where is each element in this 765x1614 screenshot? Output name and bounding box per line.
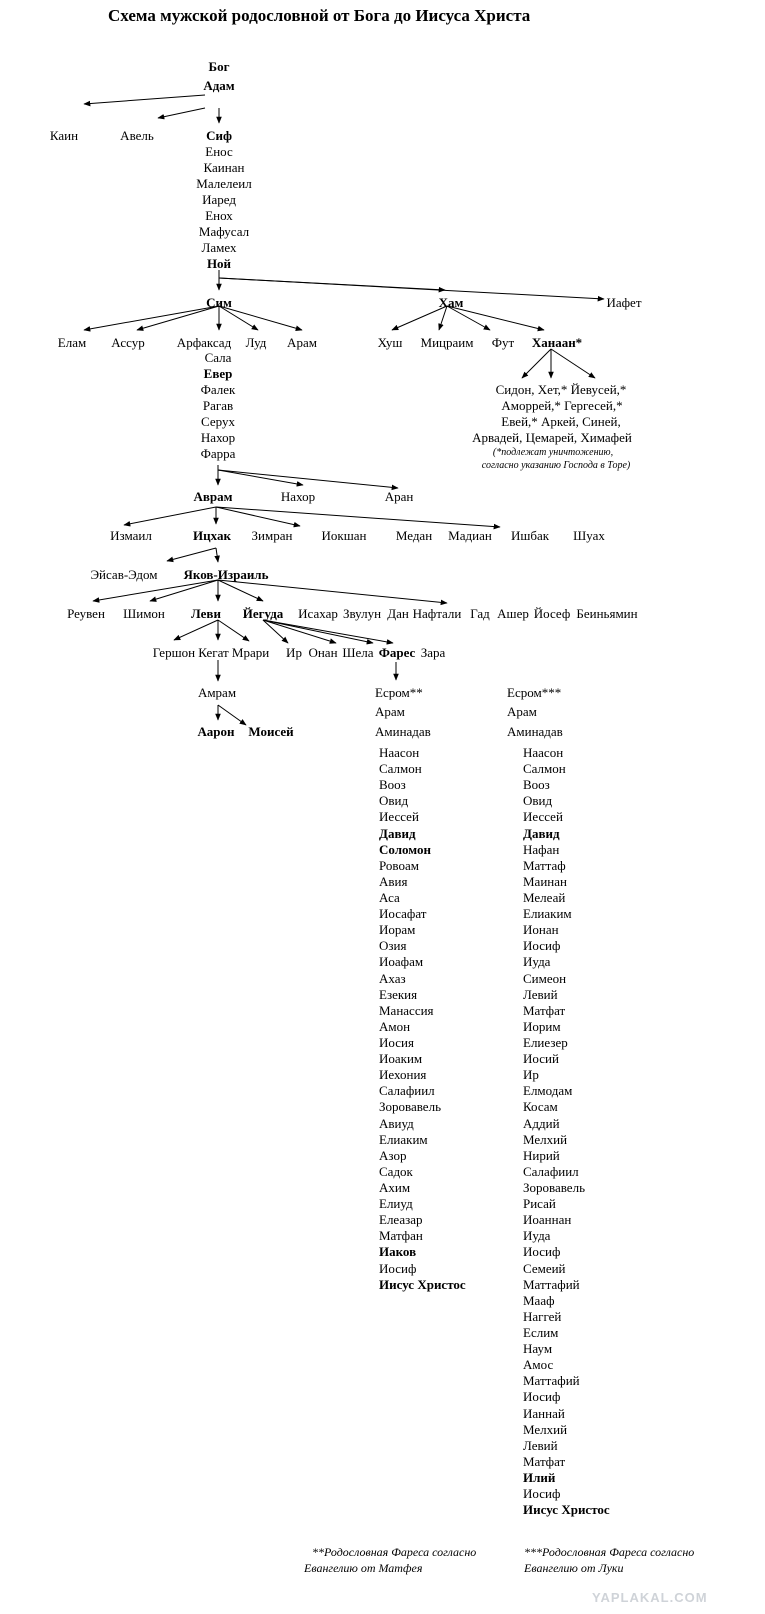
node-enoch: Енох [205, 208, 233, 223]
node-noah: Ной [206, 256, 232, 271]
matthew-lineage-name: Ахим [379, 1179, 411, 1195]
node-canaan: Ханаан* [531, 335, 583, 350]
node-seth: Сиф [206, 128, 232, 143]
node-shuah: Шуах [573, 528, 605, 543]
node-mahalalel: Малелеил [196, 176, 252, 191]
luke-lineage-name: Иуда [523, 1228, 551, 1244]
node-levi: Леви [191, 606, 221, 621]
luke-lineage-name: Семеий [523, 1260, 566, 1276]
luke-lineage-name: Илий [523, 1469, 556, 1485]
lineage-arrow [263, 620, 373, 643]
matthew-lineage-name: Давид [379, 825, 416, 841]
canaan-note-line-2: согласно указанию Господа в Торе) [481, 460, 631, 471]
node-zerah: Зара [420, 645, 446, 660]
node-dan: Дан [387, 606, 409, 621]
node-haran: Аран [384, 489, 414, 504]
matthew-lineage-name: Озия [379, 938, 407, 954]
luke-lineage-name: Елиезер [523, 1034, 568, 1050]
node-zimran: Зимран [251, 528, 293, 543]
matthew-lineage-name: Авия [379, 873, 408, 889]
lineage-arrow [174, 620, 218, 640]
luke-lineage-name: Левий [523, 986, 558, 1002]
node-reu: Рагав [202, 398, 234, 413]
luke-lineage-name: Нафан [523, 841, 560, 857]
lineage-arrow [84, 306, 219, 330]
node-jacob: Яков-Израиль [183, 567, 269, 582]
matthew-lineage-name: Иехония [379, 1067, 427, 1083]
luke-lineage-name: Иосиф [523, 938, 561, 954]
node-kenan: Каинан [203, 160, 245, 175]
lineage-arrow [124, 507, 216, 525]
matthew-lineage-name: Авиуд [379, 1115, 414, 1131]
node-midian: Мадиан [448, 528, 492, 543]
lineage-arrow [216, 548, 218, 562]
diagram-title: Схема мужской родословной от Бога до Иисуса Христа [108, 6, 531, 25]
node-eber: Евер [203, 366, 233, 381]
lineage-arrow [218, 705, 246, 725]
matthew-lineage-name: Елеазар [379, 1212, 423, 1228]
node-abel: Авель [120, 128, 154, 143]
lineage-arrow [218, 620, 249, 641]
node-reuben: Реувен [67, 606, 105, 621]
node-ham: Хам [438, 295, 464, 310]
matthew-lineage-name: Арам [375, 704, 405, 719]
node-enos: Енос [205, 144, 233, 159]
luke-lineage-name: Мелеай [523, 889, 566, 905]
luke-lineage-name: Маттаф [523, 857, 566, 873]
matthew-lineage-name: Аса [379, 889, 400, 905]
node-moses: Моисей [248, 724, 294, 739]
footnote-luke-line-2: Евангелию от Луки [524, 1561, 624, 1575]
luke-lineage-name: Косам [523, 1099, 558, 1115]
matthew-lineage-name: Амон [379, 1018, 411, 1034]
luke-lineage-name: Мелхий [523, 1421, 568, 1437]
lineage-arrow [218, 580, 263, 601]
node-elam: Елам [57, 335, 87, 350]
node-japheth: Иафет [606, 295, 642, 310]
luke-lineage-name: Наггей [523, 1308, 562, 1324]
luke-lineage-name: Левий [523, 1437, 558, 1453]
luke-lineage-name: Еслим [523, 1324, 559, 1340]
matthew-lineage-name: Ровоам [379, 857, 419, 873]
luke-lineage-name: Матфат [523, 1002, 566, 1018]
luke-lineage-name: Арам [507, 704, 537, 719]
luke-lineage-name: Амос [523, 1357, 554, 1373]
node-arpachshad: Арфаксад [176, 335, 232, 350]
canaan-descendants-line-3: Евей,* Аркей, Синей, [501, 414, 621, 429]
node-nahor-elder: Нахор [200, 430, 236, 445]
node-amram: Амрам [197, 685, 237, 700]
luke-lineage-name: Салафиил [523, 1163, 579, 1179]
luke-lineage-name: Иосий [523, 1051, 559, 1067]
luke-lineage-name: Симеон [523, 970, 567, 986]
footnote-luke-line-1: ***Родословная Фареса согласно [524, 1545, 695, 1559]
node-joseph: Йосеф [533, 606, 571, 621]
matthew-lineage-name: Овид [379, 793, 409, 809]
node-benjamin: Беиньямин [576, 606, 638, 621]
luke-lineage-name: Аддий [523, 1115, 560, 1131]
node-asshur: Ассур [111, 335, 145, 350]
lineage-arrow [551, 349, 595, 378]
footnote-matthew-line-2: Евангелию от Матфея [304, 1561, 423, 1575]
node-ishbak: Ишбак [510, 528, 550, 543]
node-perez: Фарес [378, 645, 416, 660]
node-mizraim: Мицраим [420, 335, 474, 350]
lineage-arrow [150, 580, 218, 601]
luke-lineage-name: Наасон [523, 745, 564, 760]
node-lud: Луд [245, 335, 267, 350]
node-shelah: Сала [204, 350, 232, 365]
node-cain: Каин [49, 128, 79, 143]
luke-lineage-name: Мааф [523, 1292, 555, 1308]
node-aaron: Аарон [197, 724, 235, 739]
lineage-arrow [219, 278, 604, 299]
luke-lineage-name: Иосиф [523, 1389, 561, 1405]
lineage-arrow [167, 548, 216, 561]
luke-lineage-name: Мелхий [523, 1131, 568, 1147]
watermark: YAPLAKAL.COM [592, 1590, 708, 1605]
canaan-note-line-1: (*подлежат уничтожению, [492, 447, 614, 458]
lineage-arrow [218, 470, 398, 488]
luke-lineage-name: Аминадав [507, 724, 563, 739]
lineage-arrow [522, 349, 551, 378]
node-zebulun: Звулун [342, 606, 382, 621]
matthew-lineage-name: Азор [379, 1147, 407, 1163]
luke-lineage-name: Есром*** [507, 685, 562, 700]
matthew-lineage-name: Ахаз [379, 970, 406, 986]
lineage-arrow [263, 620, 336, 643]
node-simeon: Шимон [123, 606, 165, 621]
node-cush: Хуш [377, 335, 403, 350]
luke-lineage-name: Иосиф [523, 1244, 561, 1260]
node-shelah-judah: Шела [342, 645, 374, 660]
luke-lineage-name: Салмон [523, 761, 566, 777]
luke-lineage-name: Иосиф [523, 1486, 561, 1502]
luke-lineage-name: Иуда [523, 954, 551, 970]
luke-lineage-name: Нирий [523, 1147, 560, 1163]
luke-lineage-name: Наум [523, 1341, 553, 1357]
node-onan: Онан [308, 645, 338, 660]
node-er: Ир [286, 645, 302, 660]
node-judah: Йегуда [242, 606, 284, 621]
luke-lineage-name: Ир [523, 1067, 539, 1083]
node-jared: Иаред [202, 192, 236, 207]
canaan-descendants-line-2: Аморрей,* Гергесей,* [501, 398, 623, 413]
node-nahor: Нахор [280, 489, 316, 504]
node-gad: Гад [470, 606, 490, 621]
matthew-lineage-name: Иоаким [379, 1051, 423, 1067]
luke-lineage-name: Елмодам [523, 1083, 573, 1099]
footnote-matthew-line-1: **Родословная Фареса согласно [312, 1545, 477, 1559]
matthew-lineage-name: Иаков [379, 1244, 417, 1260]
node-issachar: Исахар [298, 606, 338, 621]
luke-lineage-name: Маинан [523, 873, 567, 889]
node-adam: Адам [203, 78, 235, 93]
matthew-lineage-name: Салмон [379, 761, 422, 777]
luke-lineage-name: Матфат [523, 1453, 566, 1469]
luke-lineage-name: Ианнай [523, 1405, 565, 1421]
canaan-descendants-line-4: Арвадей, Цемарей, Химафей [472, 430, 632, 445]
luke-lineage-name: Иоаннан [523, 1212, 572, 1228]
matthew-lineage-name: Иосиф [379, 1260, 417, 1276]
matthew-lineage-name: Зоровавель [379, 1099, 441, 1115]
matthew-lineage-name: Вооз [379, 777, 406, 793]
node-abram: Аврам [193, 489, 233, 504]
luke-lineage-name: Вооз [523, 777, 550, 793]
luke-lineage-name: Овид [523, 793, 553, 809]
matthew-lineage-name: Езекия [379, 986, 418, 1002]
matthew-lineage-name: Салафиил [379, 1083, 435, 1099]
matthew-lineage-name: Аминадав [375, 724, 431, 739]
matthew-lineage-name: Елиаким [379, 1131, 428, 1147]
luke-lineage-name: Рисай [523, 1196, 556, 1212]
canaan-descendants-line-1: Сидон, Хет,* Йевусей,* [495, 382, 627, 397]
node-ishmael: Измаил [110, 528, 152, 543]
matthew-lineage-name: Иосафат [379, 906, 427, 922]
matthew-lineage-name: Иорам [379, 922, 416, 938]
lineage-arrow [84, 95, 205, 104]
lineage-arrow [218, 580, 447, 603]
lineage-arrow [93, 580, 218, 601]
matthew-lineage-name: Иессей [379, 809, 419, 825]
luke-lineage-name: Елиаким [523, 906, 572, 922]
luke-lineage-name: Маттафий [523, 1373, 580, 1389]
matthew-lineage-name: Иисус Христос [379, 1276, 466, 1292]
luke-lineage-name: Зоровавель [523, 1179, 585, 1195]
matthew-lineage-name: Манассия [379, 1002, 434, 1018]
matthew-lineage-name: Есром** [375, 685, 423, 700]
node-medan: Медан [395, 528, 433, 543]
matthew-lineage-name: Матфан [379, 1228, 423, 1244]
luke-lineage-name: Иорим [523, 1018, 561, 1034]
node-methuselah: Мафусал [198, 224, 250, 239]
node-isaac: Ицхак [193, 528, 231, 543]
matthew-lineage-name: Наасон [379, 745, 420, 760]
node-asher: Ашер [497, 606, 529, 621]
matthew-lineage-name: Иосия [379, 1034, 414, 1050]
node-shem: Сим [206, 295, 232, 310]
matthew-lineage-name: Садок [379, 1163, 413, 1179]
node-levi-sons: Гершон Кегат Мрари [152, 645, 270, 660]
node-aram: Арам [287, 335, 317, 350]
luke-lineage-name: Маттафий [523, 1276, 580, 1292]
luke-lineage-name: Ионан [523, 922, 559, 938]
luke-lineage-name: Давид [523, 825, 560, 841]
node-terah: Фарра [200, 446, 236, 461]
node-serug: Серух [201, 414, 235, 429]
luke-lineage-name: Иисус Христос [523, 1502, 610, 1518]
node-god: Бог [208, 59, 230, 74]
matthew-lineage-name: Иоафам [379, 954, 424, 970]
node-naphtali: Нафтали [412, 606, 462, 621]
lineage-arrow [158, 108, 205, 118]
node-lamech: Ламех [201, 240, 237, 255]
lineage-arrow [263, 620, 393, 643]
node-peleg: Фалек [200, 382, 236, 397]
node-esau: Эйсав-Эдом [90, 567, 158, 582]
node-jokshan: Иокшан [321, 528, 367, 543]
luke-lineage-name: Иессей [523, 809, 563, 825]
matthew-lineage-name: Елиуд [379, 1196, 413, 1212]
matthew-lineage-name: Соломон [379, 841, 431, 857]
node-put: Фут [491, 335, 515, 350]
